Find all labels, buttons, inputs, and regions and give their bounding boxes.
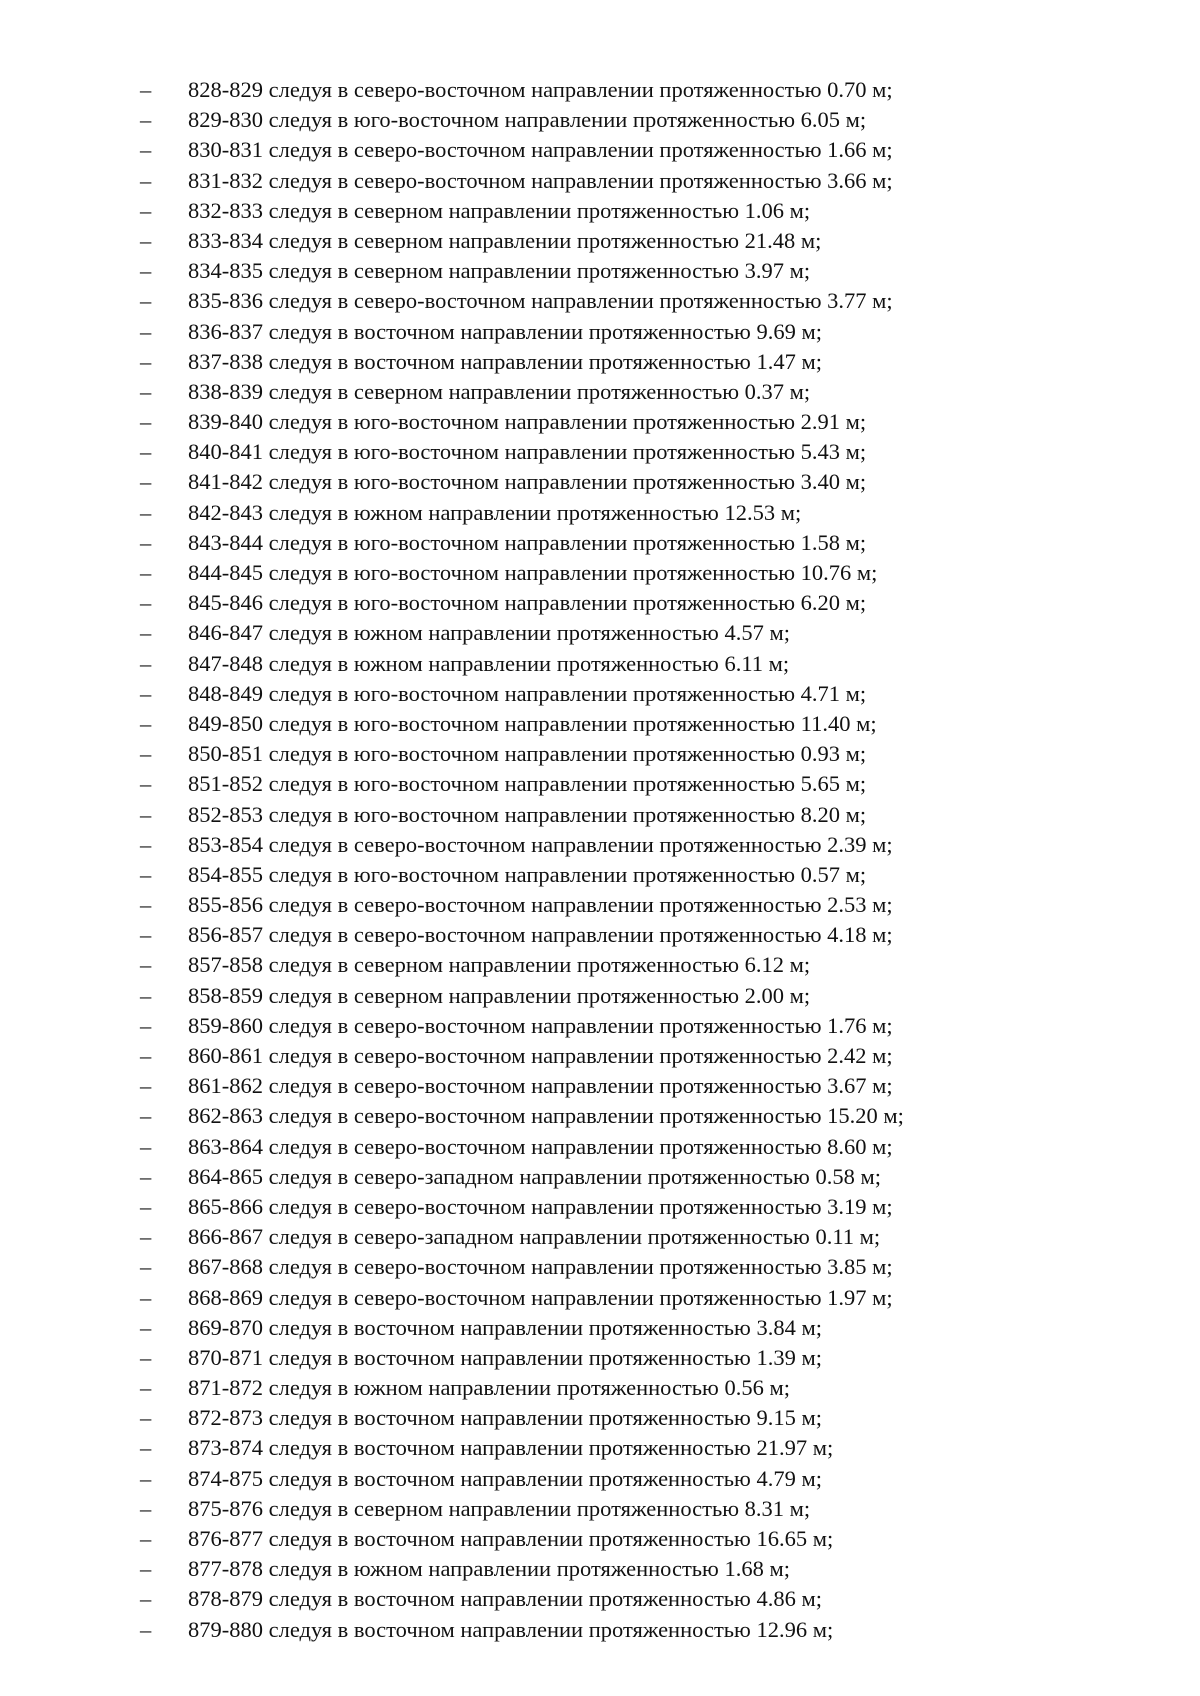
segment-text: 841-842 следуя в юго-восточном направлении протяженностью 3.40 м; bbox=[188, 469, 867, 495]
bullet-dash: – bbox=[140, 620, 152, 646]
bullet-dash: – bbox=[140, 197, 152, 223]
segment-text: 855-856 следуя в северо-восточном направлении протяженностью 2.53 м; bbox=[188, 892, 893, 918]
segment-text: 852-853 следуя в юго-восточном направлении протяженностью 8.20 м; bbox=[188, 801, 867, 827]
bullet-dash: – bbox=[140, 771, 152, 797]
bullet-dash: – bbox=[140, 831, 152, 857]
bullet-dash: – bbox=[140, 107, 152, 133]
list-item bbox=[140, 1162, 1140, 1192]
list-item bbox=[140, 196, 1140, 226]
list-item bbox=[140, 1524, 1140, 1554]
bullet-dash: – bbox=[140, 922, 152, 948]
list-item bbox=[140, 1192, 1140, 1222]
list-item bbox=[140, 1615, 1140, 1645]
list-item bbox=[140, 1252, 1140, 1282]
bullet-dash: – bbox=[140, 1254, 152, 1280]
segment-text: 828-829 следуя в северо-восточном направлении протяженностью 0.70 м; bbox=[188, 77, 893, 102]
segment-text: 849-850 следуя в юго-восточном направлении протяженностью 11.40 м; bbox=[188, 710, 877, 736]
segment-text: 847-848 следуя в южном направлении протяженностью 6.11 м; bbox=[188, 650, 790, 676]
bullet-dash: – bbox=[140, 439, 152, 465]
list-item bbox=[140, 528, 1140, 558]
bullet-dash: – bbox=[140, 1375, 152, 1401]
list-item bbox=[140, 558, 1140, 588]
bullet-dash: – bbox=[140, 892, 152, 918]
bullet-dash: – bbox=[140, 1586, 152, 1612]
segment-text: 877-878 следуя в южном направлении протяженностью 1.68 м; bbox=[188, 1556, 790, 1582]
list-item bbox=[140, 920, 1140, 950]
list-item bbox=[140, 1403, 1140, 1433]
bullet-dash: – bbox=[140, 560, 152, 585]
segment-text: 856-857 следуя в северо-восточном направлении протяженностью 4.18 м; bbox=[188, 922, 893, 948]
list-item bbox=[140, 1433, 1140, 1463]
segment-text: 829-830 следуя в юго-восточном направлении протяженностью 6.05 м; bbox=[188, 107, 867, 133]
segment-text: 861-862 следуя в северо-восточном направлении протяженностью 3.67 м; bbox=[188, 1073, 893, 1099]
bullet-dash: – bbox=[140, 1435, 152, 1461]
segment-text: 848-849 следуя в юго-восточном направлении протяженностью 4.71 м; bbox=[188, 680, 867, 706]
bullet-dash: – bbox=[140, 1163, 152, 1189]
segment-text: 872-873 следуя в восточном направлении протяженностью 9.15 м; bbox=[188, 1405, 822, 1431]
segment-text: 854-855 следуя в юго-восточном направлении протяженностью 0.57 м; bbox=[188, 861, 867, 887]
segment-text: 869-870 следуя в восточном направлении протяженностью 3.84 м; bbox=[188, 1314, 822, 1340]
list-item bbox=[140, 317, 1140, 347]
list-item bbox=[140, 618, 1140, 648]
list-item bbox=[140, 769, 1140, 799]
list-item bbox=[140, 256, 1140, 286]
bullet-dash: – bbox=[140, 1193, 152, 1219]
segment-text: 839-840 следуя в юго-восточном направлении протяженностью 2.91 м; bbox=[188, 409, 867, 435]
segment-text: 879-880 следуя в восточном направлении протяженностью 12.96 м; bbox=[188, 1616, 834, 1642]
bullet-dash: – bbox=[140, 348, 152, 374]
list-item bbox=[140, 377, 1140, 407]
bullet-dash: – bbox=[140, 409, 152, 435]
bullet-dash: – bbox=[140, 1556, 152, 1582]
segment-text: 840-841 следуя в юго-восточном направлении протяженностью 5.43 м; bbox=[188, 439, 867, 465]
bullet-dash: – bbox=[140, 529, 152, 555]
segment-text: 830-831 следуя в северо-восточном направлении протяженностью 1.66 м; bbox=[188, 137, 893, 163]
bullet-dash: – bbox=[140, 77, 152, 102]
segment-text: 871-872 следуя в южном направлении протяженностью 0.56 м; bbox=[188, 1375, 790, 1401]
bullet-dash: – bbox=[140, 378, 152, 404]
list-item bbox=[140, 1464, 1140, 1494]
bullet-dash: – bbox=[140, 1012, 152, 1038]
segment-text: 870-871 следуя в восточном направлении протяженностью 1.39 м; bbox=[188, 1344, 822, 1370]
list-item bbox=[140, 1343, 1140, 1373]
segment-text: 837-838 следуя в восточном направлении протяженностью 1.47 м; bbox=[188, 348, 822, 374]
segment-text: 878-879 следуя в восточном направлении протяженностью 4.86 м; bbox=[188, 1586, 822, 1612]
bullet-dash: – bbox=[140, 710, 152, 736]
list-item bbox=[140, 981, 1140, 1011]
segment-text: 868-869 следуя в северо-восточном направлении протяженностью 1.97 м; bbox=[188, 1284, 893, 1310]
list-item bbox=[140, 75, 1140, 105]
segment-text: 857-858 следуя в северном направлении протяженностью 6.12 м; bbox=[188, 952, 811, 978]
segment-text: 846-847 следуя в южном направлении протяженностью 4.57 м; bbox=[188, 620, 790, 646]
segment-text: 831-832 следуя в северо-восточном направлении протяженностью 3.66 м; bbox=[188, 167, 893, 193]
bullet-dash: – bbox=[140, 167, 152, 193]
segment-text: 834-835 следуя в северном направлении протяженностью 3.97 м; bbox=[188, 258, 811, 284]
list-item bbox=[140, 890, 1140, 920]
list-item bbox=[140, 498, 1140, 528]
bullet-dash: – bbox=[140, 1043, 152, 1068]
list-item bbox=[140, 709, 1140, 739]
bullet-dash: – bbox=[140, 227, 152, 253]
segment-text: 874-875 следуя в восточном направлении протяженностью 4.79 м; bbox=[188, 1465, 822, 1491]
list-item bbox=[140, 437, 1140, 467]
segment-text: 876-877 следуя в восточном направлении протяженностью 16.65 м; bbox=[188, 1526, 834, 1551]
list-item bbox=[140, 467, 1140, 497]
list-item bbox=[140, 950, 1140, 980]
list-item bbox=[140, 286, 1140, 316]
segment-text: 859-860 следуя в северо-восточном направлении протяженностью 1.76 м; bbox=[188, 1012, 893, 1038]
list-item bbox=[140, 1222, 1140, 1252]
list-item bbox=[140, 800, 1140, 830]
list-item bbox=[140, 1554, 1140, 1584]
bullet-dash: – bbox=[140, 1073, 152, 1099]
list-item bbox=[140, 1132, 1140, 1162]
segment-text: 851-852 следуя в юго-восточном направлении протяженностью 5.65 м; bbox=[188, 771, 867, 797]
segment-text: 844-845 следуя в юго-восточном направлении протяженностью 10.76 м; bbox=[188, 560, 878, 585]
bullet-dash: – bbox=[140, 650, 152, 676]
bullet-dash: – bbox=[140, 1526, 152, 1551]
bullet-dash: – bbox=[140, 1103, 152, 1129]
segment-text: 862-863 следуя в северо-восточном направлении протяженностью 15.20 м; bbox=[188, 1103, 904, 1129]
list-item bbox=[140, 1283, 1140, 1313]
list-item bbox=[140, 1494, 1140, 1524]
bullet-dash: – bbox=[140, 952, 152, 978]
list-item bbox=[140, 1101, 1140, 1131]
segment-text: 853-854 следуя в северо-восточном направлении протяженностью 2.39 м; bbox=[188, 831, 893, 857]
list-item bbox=[140, 1071, 1140, 1101]
list-item bbox=[140, 860, 1140, 890]
bullet-dash: – bbox=[140, 1133, 152, 1159]
bullet-dash: – bbox=[140, 499, 152, 525]
list-item bbox=[140, 1584, 1140, 1614]
bullet-dash: – bbox=[140, 1616, 152, 1642]
bullet-dash: – bbox=[140, 590, 152, 616]
segment-text: 863-864 следуя в северо-восточном направлении протяженностью 8.60 м; bbox=[188, 1133, 893, 1159]
list-item bbox=[140, 1011, 1140, 1041]
segment-text: 865-866 следуя в северо-восточном направлении протяженностью 3.19 м; bbox=[188, 1193, 893, 1219]
bullet-dash: – bbox=[140, 982, 152, 1008]
segment-text: 832-833 следуя в северном направлении протяженностью 1.06 м; bbox=[188, 197, 811, 223]
bullet-dash: – bbox=[140, 741, 152, 767]
bullet-dash: – bbox=[140, 1465, 152, 1491]
list-item bbox=[140, 1313, 1140, 1343]
list-item bbox=[140, 739, 1140, 769]
boundary-segment-list bbox=[140, 75, 1140, 1645]
segment-text: 858-859 следуя в северном направлении протяженностью 2.00 м; bbox=[188, 982, 811, 1008]
bullet-dash: – bbox=[140, 801, 152, 827]
list-item bbox=[140, 679, 1140, 709]
bullet-dash: – bbox=[140, 318, 152, 344]
bullet-dash: – bbox=[140, 288, 152, 314]
segment-text: 867-868 следуя в северо-восточном направлении протяженностью 3.85 м; bbox=[188, 1254, 893, 1280]
segment-text: 843-844 следуя в юго-восточном направлении протяженностью 1.58 м; bbox=[188, 529, 867, 555]
list-item bbox=[140, 407, 1140, 437]
list-item bbox=[140, 649, 1140, 679]
bullet-dash: – bbox=[140, 1344, 152, 1370]
segment-text: 875-876 следуя в северном направлении протяженностью 8.31 м; bbox=[188, 1495, 811, 1521]
bullet-dash: – bbox=[140, 258, 152, 284]
segment-text: 850-851 следуя в юго-восточном направлении протяженностью 0.93 м; bbox=[188, 741, 867, 767]
segment-text: 860-861 следуя в северо-восточном направлении протяженностью 2.42 м; bbox=[188, 1043, 893, 1068]
bullet-dash: – bbox=[140, 680, 152, 706]
bullet-dash: – bbox=[140, 1314, 152, 1340]
segment-text: 873-874 следуя в восточном направлении протяженностью 21.97 м; bbox=[188, 1435, 834, 1461]
bullet-dash: – bbox=[140, 469, 152, 495]
segment-text: 835-836 следуя в северо-восточном направлении протяженностью 3.77 м; bbox=[188, 288, 893, 314]
bullet-dash: – bbox=[140, 1224, 152, 1250]
list-item bbox=[140, 135, 1140, 165]
segment-text: 838-839 следуя в северном направлении протяженностью 0.37 м; bbox=[188, 378, 811, 404]
list-item bbox=[140, 105, 1140, 135]
bullet-dash: – bbox=[140, 1284, 152, 1310]
bullet-dash: – bbox=[140, 1495, 152, 1521]
segment-text: 836-837 следуя в восточном направлении протяженностью 9.69 м; bbox=[188, 318, 822, 344]
segment-text: 833-834 следуя в северном направлении протяженностью 21.48 м; bbox=[188, 227, 822, 253]
bullet-dash: – bbox=[140, 861, 152, 887]
list-item bbox=[140, 830, 1140, 860]
bullet-dash: – bbox=[140, 137, 152, 163]
segment-text: 845-846 следуя в юго-восточном направлении протяженностью 6.20 м; bbox=[188, 590, 867, 616]
segment-text: 866-867 следуя в северо-западном направлении протяженностью 0.11 м; bbox=[188, 1224, 881, 1250]
list-item bbox=[140, 588, 1140, 618]
segment-text: 842-843 следуя в южном направлении протяженностью 12.53 м; bbox=[188, 499, 802, 525]
list-item bbox=[140, 226, 1140, 256]
list-item bbox=[140, 1041, 1140, 1071]
segment-text: 864-865 следуя в северо-западном направлении протяженностью 0.58 м; bbox=[188, 1163, 881, 1189]
bullet-dash: – bbox=[140, 1405, 152, 1431]
list-item bbox=[140, 166, 1140, 196]
list-item bbox=[140, 1373, 1140, 1403]
list-item bbox=[140, 347, 1140, 377]
